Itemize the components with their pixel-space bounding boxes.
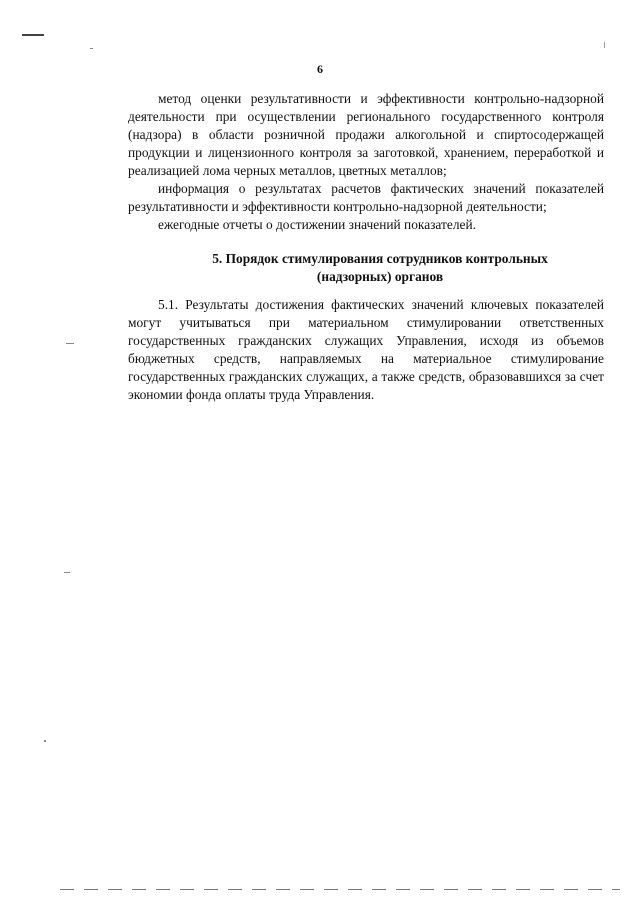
section-5-heading-line2: (надзорных) органов [316,269,444,284]
scan-mark-left-1 [90,48,93,49]
section-5-heading [150,250,610,286]
list-item-method: метод оценки результативности и эффективности контрольно-надзорной деятельности при осуществлении регионального государственного контроля (надзора) в области розничной продажи алкогольной и спиртосодержащей продукции и лицензионного контроля за заготовкой, хранением, переработкой и реализацией лома черных металлов, цветных металлов; [128,91,604,178]
section-5-body [128,296,604,404]
scan-mark-top-left [22,34,44,36]
scan-bottom-dashed-line [60,889,620,890]
paragraph-5-1: 5.1. Результаты достижения фактических значений ключевых показателей могут учитываться при материальном стимулировании ответственных государственных гражданских служащих Управления, исходя из объемов бюджетных средств, направляемых на материальное стимулирование государственных гражданских служащих, а также средств, образовавшихся за счет экономии фонда оплаты труда Управления. [128,297,604,402]
scan-mark-left-2 [66,343,74,344]
scan-mark-left-3 [64,572,70,573]
page-number: 6 [317,62,323,76]
section-5-heading-line1: 5. Порядок стимулирования сотрудников контрольных [212,251,548,266]
scan-mark-right [604,42,605,48]
list-item-reports: ежегодные отчеты о достижении значений показателей. [158,217,476,232]
list-item-info: информация о результатах расчетов фактических значений показателей результативности и эффективности контрольно-надзорной деятельности; [128,181,604,214]
section-list-block [128,90,604,234]
scan-mark-left-4 [44,740,46,742]
